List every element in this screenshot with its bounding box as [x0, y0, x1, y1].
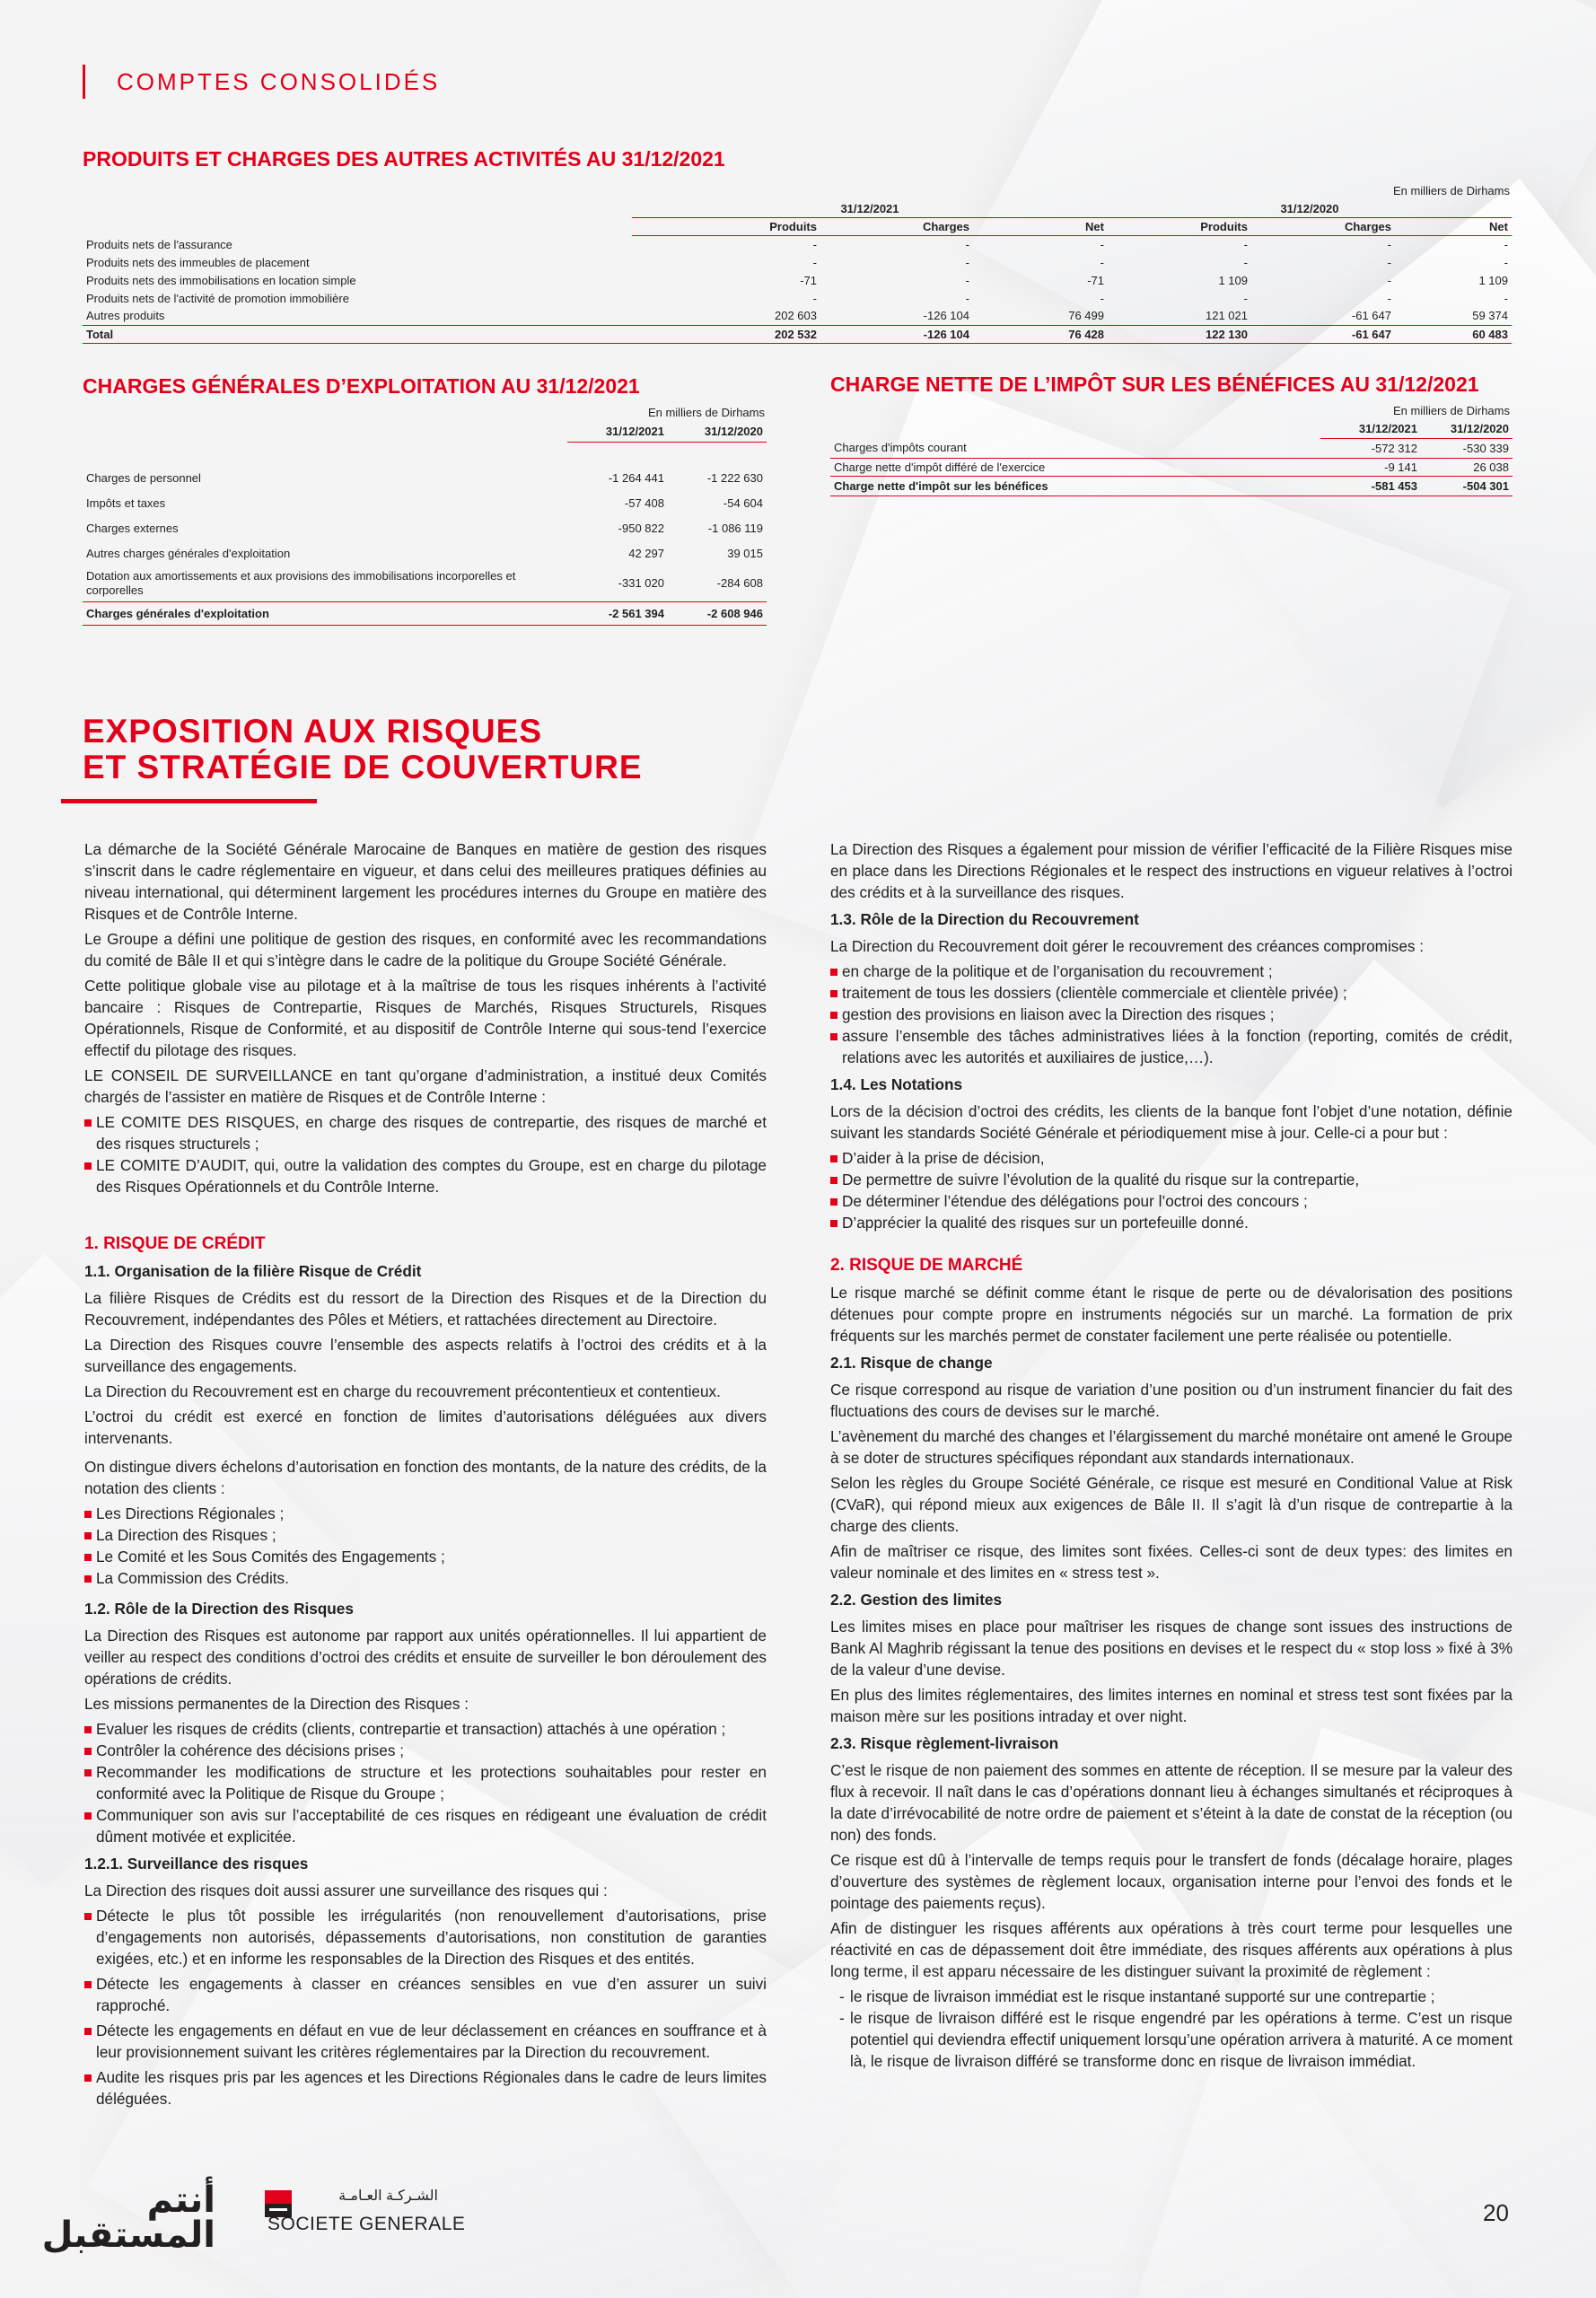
list-item: Les Directions Régionales ; [84, 1503, 767, 1524]
heading-risque-credit: 1. RISQUE DE CRÉDIT [84, 1234, 266, 1253]
table-total-row [83, 325, 1512, 343]
dash-list [830, 1986, 1513, 2072]
table3-title: CHARGE NETTE DE L’IMPÔT SUR LES BÉNÉFICES AU 31/12/2021 [830, 373, 1479, 396]
table1-col-header: Net [1395, 217, 1512, 235]
list-item: Contrôler la cohérence des décisions prises ; [84, 1740, 767, 1761]
cell-value: 76 428 [973, 325, 1108, 343]
paragraph: C’est le risque de non paiement des sommes en attente de réception. Il se mesure par la valeur des flux à recevoir. Il naît dans le cas d’opérations donnant lieu à échanges simultanés et réciproques à la date d’irrévocabilité de notre ordre de paiement et s’éteint à la date de constat de la réception (ou non) des fonds. [830, 1761, 1513, 1844]
cell-value: -71 [800, 273, 817, 287]
list-item: De permettre de suivre l’évolution de la qualité du risque sur la contrepartie, [830, 1169, 1513, 1190]
bullet-list [84, 1905, 767, 2109]
societe-generale-name: SOCIETE GENERALE [267, 2214, 466, 2234]
paragraph: La démarche de la Société Générale Marocaine de Banques en matière de gestion des risques s’inscrit dans le cadre réglementaire en vigueur, et dans celui des meilleures pratiques définies au niveau international, qui déterminent largement les procédures internes du Groupe en matière des Risques et de Contrôle Interne. [84, 840, 767, 923]
cell-value: - [1504, 237, 1508, 251]
paragraph: Les limites mises en place pour maîtriser les risques de change sont issues des instructions de Bank Al Maghrib régissant la tenue des positions en devises et le respect du « stop loss » fixé à 3% de la valeur d’une devise. [830, 1618, 1513, 1679]
right-column [830, 838, 1513, 2077]
row-label: Produits nets de l'activité de promotion immobilière [86, 291, 349, 305]
cell-value: - [812, 255, 817, 269]
cell-value: - [812, 237, 817, 251]
cell-value: - [1387, 291, 1391, 305]
cell-value: -504 301 [1421, 476, 1513, 496]
table1-col-header: Charges [1251, 217, 1395, 235]
list-item: Communiquer son avis sur l’acceptabilité de ces risques en rédigeant une évaluation de crédit dûment motivée et explicitée. [84, 1804, 767, 1847]
table3-grid [830, 420, 1513, 496]
subheading: 2.2. Gestion des limites [830, 1591, 1003, 1609]
list-item: LE COMITE D’AUDIT, qui, outre la validation des comptes du Groupe, est en charge du pilotage des Risques Opérationnels et du Contrôle Interne. [84, 1154, 767, 1197]
table-row [830, 458, 1513, 476]
table-row [83, 515, 767, 540]
table3-unit: En milliers de Dirhams [1392, 404, 1510, 417]
row-label: Produits nets des immobilisations en location simple [86, 273, 356, 287]
table2-col-header: 31/12/2020 [668, 422, 767, 442]
paragraph: La Direction des risques doit aussi assurer une surveillance des risques qui : [84, 1881, 608, 1899]
subheading: 1.1. Organisation de la filière Risque de Crédit [84, 1262, 422, 1280]
row-label: Autres produits [83, 307, 632, 325]
cell-value: - [1243, 237, 1248, 251]
list-item: LE COMITE DES RISQUES, en charge des risques de contrepartie, des risques de marché et des risques structurels ; [84, 1111, 767, 1154]
list-item: en charge de la politique et de l’organisation du recouvrement ; [830, 960, 1513, 982]
cell-value: -71 [1087, 273, 1104, 287]
table-row [83, 465, 767, 490]
subheading: 2.3. Risque règlement-livraison [830, 1734, 1059, 1752]
paragraph: Selon les règles du Groupe Société Générale, ce risque est mesuré en Conditional Value at Risk (CVaR), qui répond mieux aux exigences de Bâle II. Il s’agit là d’un risque de contrepartie à la charge des clients. [830, 1474, 1513, 1535]
table1 [83, 201, 1512, 344]
row-label: Autres charges générales d'exploitation [86, 546, 291, 560]
section-title-underline [61, 799, 317, 803]
cell-value: 121 021 [1108, 307, 1251, 325]
row-label: Produits nets de l'assurance [86, 237, 232, 251]
paragraph: Ce risque correspond au risque de variation d’une position ou d’un instrument financier du fait des fluctuations des cours de devises sur le marché. [830, 1381, 1513, 1420]
paragraph: Le Groupe a défini une politique de gestion des risques, en conformité avec les recommandations du comité de Bâle II et qui s’intègre dans le cadre de la politique du Groupe Société Générale. [84, 930, 767, 969]
cell-value: -126 104 [820, 325, 973, 343]
row-label: Charge nette d'impôt sur les bénéfices [830, 476, 1320, 496]
list-item: De déterminer l’étendue des délégations pour l’octroi des concours ; [830, 1190, 1513, 1212]
list-item: Détecte les engagements à classer en créances sensibles en vue d’en assurer un suivi rapproché. [84, 1973, 767, 2016]
societe-generale-arabic-name: الشـركـة العـامـة [338, 2188, 438, 2204]
cell-value: - [1243, 291, 1248, 305]
left-column [84, 838, 767, 2115]
paragraph: Afin de maîtriser ce risque, des limites sont fixées. Celles-ci sont de deux types: des limites en valeur nominale et des limites en « stress test ». [830, 1542, 1513, 1582]
list-item: Le Comité et les Sous Comités des Engagements ; [84, 1546, 767, 1567]
table1-col-header: Produits [632, 217, 820, 235]
list-item: D’aider à la prise de décision, [830, 1147, 1513, 1169]
list-item: Recommander les modifications de structure et les protections souhaitables pour rester en conformité avec la Politique de Risque du Groupe ; [84, 1761, 767, 1804]
paragraph: Les missions permanentes de la Direction des Risques : [84, 1695, 469, 1713]
cell-value: -61 647 [1251, 307, 1395, 325]
subheading: 1.2. Rôle de la Direction des Risques [84, 1600, 354, 1618]
table2-grid [83, 422, 767, 626]
cell-value: - [965, 273, 969, 287]
row-label: Charges de personnel [86, 470, 201, 485]
list-item: Evaluer les risques de crédits (clients, contrepartie et transaction) attachés à une opération ; [84, 1718, 767, 1740]
paragraph: Ce risque est dû à l’intervalle de temps requis pour le transfert de fonds (décalage horaire, plages d’ouverture des systèmes de règlement locaux, organisation interne pour l’envoi des fonds et le pointage des paiements reçus). [830, 1851, 1513, 1912]
cell-value: 76 499 [973, 307, 1108, 325]
row-label: Impôts et taxes [86, 496, 166, 510]
table-total-row [83, 601, 767, 625]
paragraph: Le risque marché se définit comme étant le risque de perte ou de dévalorisation des positions détenues pour compte propre en instruments négociés sur un marché. La formation de prix fréquents sur les marchés permet de constater facilement une perte réalisée ou potentielle. [830, 1284, 1513, 1345]
list-item: La Commission des Crédits. [84, 1567, 767, 1589]
table1-grid [83, 201, 1512, 344]
cell-value: - [1387, 255, 1391, 269]
paragraph: L’octroi du crédit est exercé en fonction de limites d’autorisations déléguées aux divers intervenants. [84, 1408, 767, 1447]
cell-value: -572 312 [1320, 438, 1421, 458]
page-number: 20 [1483, 2199, 1509, 2226]
row-label: Charges externes [86, 521, 179, 535]
cell-value: 1 109 [1218, 273, 1248, 287]
list-item: - le risque de livraison différé est le risque engendré par les opérations à terme. C’est un risque potentiel qui deviendra effectif uniquement lorsqu’une opération arrivera à maturité. A ce moment là, le risque de livraison différé se transforme donc en risque de livraison immédiat. [839, 2009, 1513, 2070]
subheading: 1.2.1. Surveillance des risques [84, 1855, 309, 1873]
paragraph: L’avènement du marché des changes et l’élargissement du marché monétaire ont amené le Groupe à se doter de structures spécifiques répondant aux standards internationaux. [830, 1427, 1513, 1467]
section-title-line: ET STRATÉGIE DE COUVERTURE [83, 749, 643, 785]
cell-value: - [1387, 273, 1391, 287]
list-item: La Direction des Risques ; [84, 1524, 767, 1546]
cell-value: -61 647 [1251, 325, 1395, 343]
cell-value: - [965, 291, 969, 305]
header-accent-bar [83, 65, 85, 99]
cell-value: -57 408 [624, 496, 664, 510]
cell-value: -2 608 946 [668, 601, 767, 625]
cell-value: 202 603 [632, 307, 820, 325]
paragraph: La Direction des Risques a également pour mission de vérifier l’efficacité de la Filière Risques mise en place dans les Directions Régionales et le respect des instructions en vigueur relatives à l’octroi des crédits et à la surveillance des risques. [830, 840, 1513, 901]
cell-value: 60 483 [1395, 325, 1512, 343]
cell-value: -1 222 630 [706, 470, 763, 485]
table3-col-header: 31/12/2021 [1320, 420, 1421, 438]
paragraph: Lors de la décision d’octroi des crédits, les clients de la banque font l’objet d’une notation, définie suivant les standards Société Générale et périodiquement mise à jour. Celle-ci a pour but : [830, 1102, 1513, 1142]
row-label: Charges d'impôts courant [830, 438, 1320, 458]
list-item: Audite les risques pris par les agences et les Directions Régionales dans le cadre de leurs limites déléguées. [84, 2066, 767, 2109]
cell-value: - [1387, 237, 1391, 251]
cell-value: 202 532 [632, 325, 820, 343]
cell-value: 39 015 [727, 546, 763, 560]
paragraph: La Direction du Recouvrement est en charge du recouvrement précontentieux et contentieux. [84, 1382, 721, 1400]
bullet-list [84, 1503, 767, 1589]
cell-value: -284 608 [668, 566, 767, 601]
table2 [83, 422, 767, 626]
list-item: traitement de tous les dossiers (clientèle commerciale et clientèle privée) ; [830, 982, 1513, 1004]
table-row [83, 253, 1512, 271]
bullet-list [830, 1147, 1513, 1233]
cell-value: - [1243, 255, 1248, 269]
paragraph: Cette politique globale vise au pilotage et à la maîtrise de tous les risques inhérents à l’activité bancaire : Risques de Contrepartie, Risques de Marchés, Risques Structurels, Risques Opérationnels, Risque de Conformité, et au dispositif de Contrôle Interne qui sous-tend l’exercice effectif du pilotage des risques. [84, 977, 767, 1059]
row-label: Total [83, 325, 632, 343]
cell-value: - [1100, 291, 1104, 305]
section-title-line: EXPOSITION AUX RISQUES [83, 713, 542, 750]
cell-value: 59 374 [1395, 307, 1512, 325]
cell-value: - [1100, 255, 1104, 269]
cell-value: - [1100, 237, 1104, 251]
table2-col-header: 31/12/2021 [567, 422, 668, 442]
row-label: Charges générales d'exploitation [83, 601, 567, 625]
cell-value: - [1504, 255, 1508, 269]
paragraph: La Direction des Risques couvre l’ensemble des aspects relatifs à l’octroi des crédits et à la surveillance des engagements. [84, 1336, 767, 1375]
table1-col-header: Charges [820, 217, 973, 235]
cell-value: - [812, 291, 817, 305]
campaign-logo: أنتم المستقبل [41, 2180, 215, 2255]
table-row [83, 289, 1512, 307]
cell-value: -9 141 [1320, 458, 1421, 476]
list-item: - le risque de livraison immédiat est le risque instantané supporté sur une contrepartie ; [839, 1987, 1435, 2005]
table3 [830, 420, 1513, 496]
list-item: Détecte le plus tôt possible les irrégularités (non renouvellement d’autorisations, prise d’engagements non autorisés, dépassements d’autorisations, non constitution de garanties exigées, etc.) et en informe les responsables de la Direction des Risques et des entités. [84, 1905, 767, 1969]
paragraph: La Direction du Recouvrement doit gérer le recouvrement des créances compromises : [830, 937, 1425, 955]
cell-value: 42 297 [628, 546, 664, 560]
cell-value: 1 109 [1478, 273, 1508, 287]
bullet-list [84, 1111, 767, 1197]
list-item: D’apprécier la qualité des risques sur un portefeuille donné. [830, 1212, 1513, 1233]
table-row [83, 490, 767, 515]
table-row [83, 235, 1512, 253]
table1-unit: En milliers de Dirhams [1392, 184, 1510, 197]
cell-value: -530 339 [1421, 438, 1513, 458]
subheading: 1.3. Rôle de la Direction du Recouvrement [830, 910, 1139, 928]
paragraph: En plus des limites réglementaires, des limites internes en nominal et stress test sont fixées par la maison mère sur les positions intraday et over night. [830, 1686, 1513, 1725]
table2-title: CHARGES GÉNÉRALES D’EXPLOITATION AU 31/12/2021 [83, 374, 640, 398]
heading-risque-marche: 2. RISQUE DE MARCHÉ [830, 1256, 1023, 1275]
cell-value: 26 038 [1421, 458, 1513, 476]
cell-value: - [965, 255, 969, 269]
paragraph: Afin de distinguer les risques afférents aux opérations à très court terme pour lesquelles une réactivité en cas de dépassement doit être immédiate, des risques afférents aux opérations à plus long terme, il est apparu nécessaire de les distinguer suivant la proximité de règlement : [830, 1919, 1513, 1980]
cell-value: - [965, 237, 969, 251]
list-item: assure l’ensemble des tâches administratives liées à la fonction (reporting, comités de crédit, relations avec les autorités et auxiliaires de justice,…). [830, 1025, 1513, 1068]
paragraph: On distingue divers échelons d’autorisation en fonction des montants, de la nature des crédits, de la notation des clients : [84, 1458, 767, 1497]
paragraph: La filière Risques de Crédits est du ressort de la Direction des Risques et de la Direction du Recouvrement, indépendantes des Pôles et Métiers, et rattachées directement au Directoire. [84, 1289, 767, 1329]
table1-col-header: Net [973, 217, 1108, 235]
cell-value: -54 604 [723, 496, 763, 510]
list-item: Détecte les engagements en défaut en vue de leur déclassement en créances en souffrance et à leur provisionnement suivant les critères réglementaires par la Direction du recouvrement. [84, 2020, 767, 2063]
cell-value: -1 086 119 [707, 521, 763, 535]
bullet-list [84, 1718, 767, 1847]
subheading: 2.1. Risque de change [830, 1354, 993, 1372]
table1-year2: 31/12/2020 [1108, 201, 1512, 217]
table2-unit: En milliers de Dirhams [647, 406, 765, 419]
row-label: Charge nette d'impôt différé de l'exercice [830, 458, 1320, 476]
table1-title: PRODUITS ET CHARGES DES AUTRES ACTIVITÉS AU 31/12/2021 [83, 147, 725, 171]
table-row [83, 271, 1512, 289]
table-row [83, 566, 767, 601]
table1-year1: 31/12/2021 [632, 201, 1108, 217]
cell-value: -1 264 441 [608, 470, 664, 485]
cell-value: -331 020 [567, 566, 668, 601]
list-item: gestion des provisions en liaison avec la Direction des risques ; [830, 1004, 1513, 1025]
table-row [830, 438, 1513, 458]
cell-value: -126 104 [820, 307, 973, 325]
paragraph: LE CONSEIL DE SURVEILLANCE en tant qu’organe d’administration, a institué deux Comités chargés de l’assister en matière de Risques et de Contrôle Interne : [84, 1066, 767, 1106]
table-row [83, 540, 767, 566]
row-label: Produits nets des immeubles de placement [86, 255, 310, 269]
table-total-row [830, 476, 1513, 496]
table-row [83, 307, 1512, 325]
cell-value: -950 822 [618, 521, 664, 535]
table3-col-header: 31/12/2020 [1421, 420, 1513, 438]
cell-value: - [1504, 291, 1508, 305]
cell-value: 122 130 [1108, 325, 1251, 343]
cell-value: -581 453 [1320, 476, 1421, 496]
section-title [83, 714, 643, 785]
cell-value: -2 561 394 [567, 601, 668, 625]
subheading: 1.4. Les Notations [830, 1075, 963, 1093]
header-title: COMPTES CONSOLIDÉS [117, 68, 441, 95]
row-label: Dotation aux amortissements et aux provisions des immobilisations incorporelles et corporelles [83, 566, 567, 601]
table1-col-header: Produits [1108, 217, 1251, 235]
paragraph: La Direction des Risques est autonome par rapport aux unités opérationnelles. Il lui appartient de veiller au respect des conditions d’octroi des crédits et ensuite de surveiller le bon déroulement des opérations de crédits. [84, 1627, 767, 1688]
bullet-list [830, 960, 1513, 1068]
